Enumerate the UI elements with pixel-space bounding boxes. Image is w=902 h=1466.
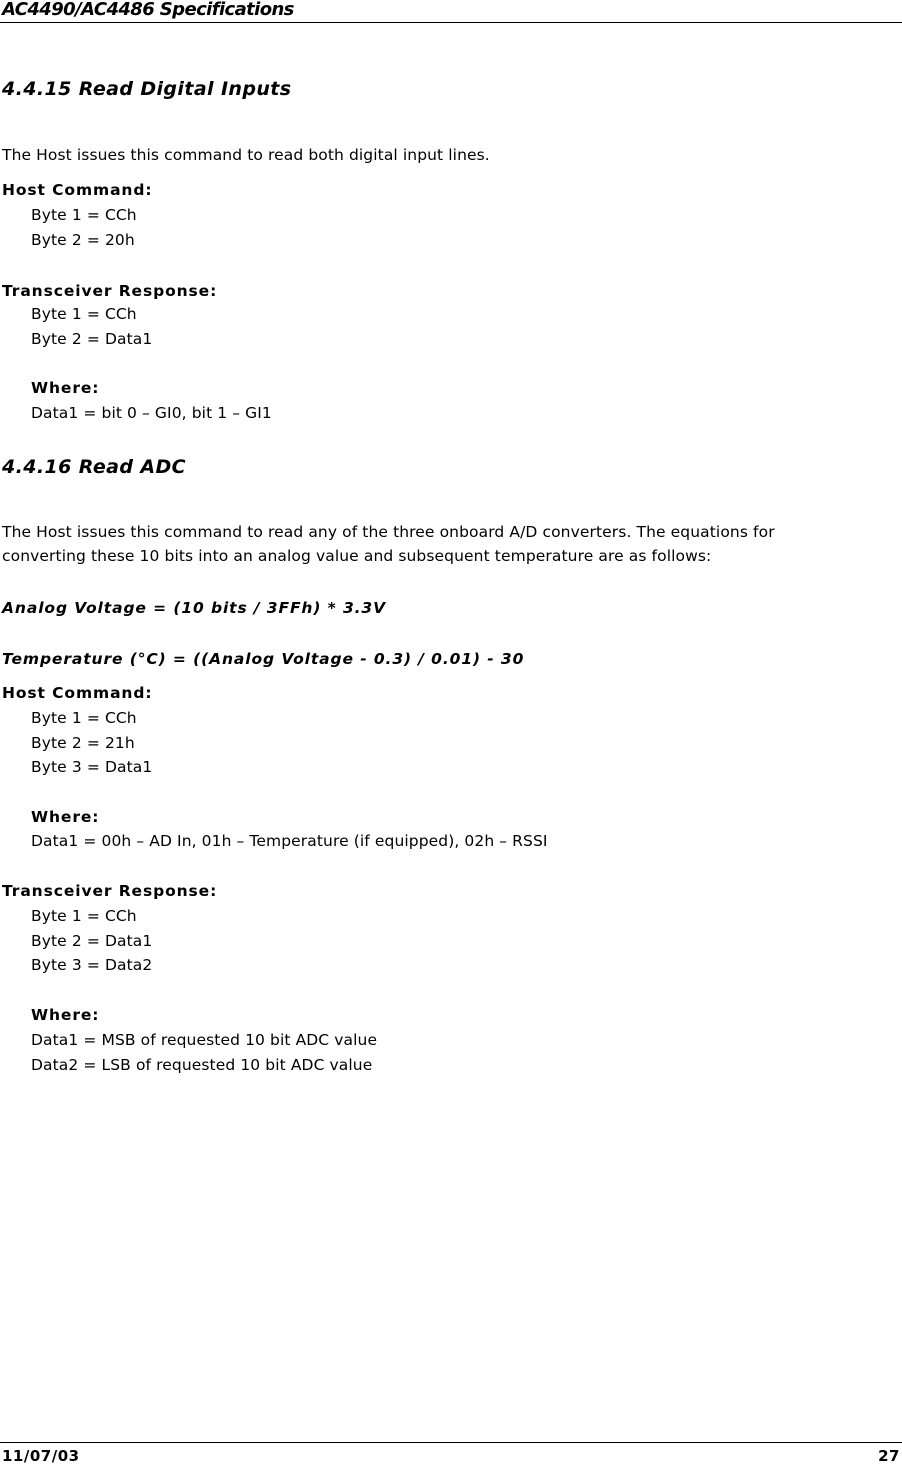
- section-heading-read-adc: 4.4.16 Read ADC: [2, 456, 186, 478]
- host-command-label: Host Command:: [2, 684, 153, 702]
- response-byte-3: Byte 3 = Data2: [31, 956, 153, 974]
- temperature-equation: Temperature (°C) = ((Analog Voltage - 0.3) / 0.01) - 30: [2, 650, 525, 668]
- response-byte-1: Byte 1 = CCh: [31, 305, 137, 323]
- footer-date: 11/07/03: [2, 1447, 80, 1465]
- transceiver-response-label: Transceiver Response:: [2, 282, 218, 300]
- header-rule: [0, 22, 902, 23]
- response-where-line-2: Data2 = LSB of requested 10 bit ADC value: [31, 1056, 373, 1074]
- where-label: Where:: [31, 379, 100, 397]
- host-byte-3: Byte 3 = Data1: [31, 758, 153, 776]
- response-byte-2: Byte 2 = Data1: [31, 932, 153, 950]
- section-intro-line-2: converting these 10 bits into an analog value and subsequent temperature are as follows:: [2, 547, 712, 565]
- analog-voltage-equation: Analog Voltage = (10 bits / 3FFh) * 3.3V: [2, 599, 387, 617]
- response-byte-2: Byte 2 = Data1: [31, 330, 153, 348]
- where-line: Data1 = bit 0 – GI0, bit 1 – GI1: [31, 404, 272, 422]
- transceiver-response-label: Transceiver Response:: [2, 882, 218, 900]
- section-intro: The Host issues this command to read both digital input lines.: [2, 146, 490, 164]
- response-where-line-1: Data1 = MSB of requested 10 bit ADC value: [31, 1031, 378, 1049]
- host-where-line: Data1 = 00h – AD In, 01h – Temperature (if equipped), 02h – RSSI: [31, 832, 548, 850]
- footer-rule: [0, 1442, 902, 1443]
- host-where-label: Where:: [31, 808, 100, 826]
- section-intro-line-1: The Host issues this command to read any of the three onboard A/D converters. The equations for: [2, 523, 775, 541]
- document-header-title: AC4490/AC4486 Specifications: [2, 0, 294, 20]
- host-command-label: Host Command:: [2, 181, 153, 199]
- host-byte-1: Byte 1 = CCh: [31, 709, 137, 727]
- host-byte-1: Byte 1 = CCh: [31, 206, 137, 224]
- host-byte-2: Byte 2 = 21h: [31, 734, 135, 752]
- response-byte-1: Byte 1 = CCh: [31, 907, 137, 925]
- host-byte-2: Byte 2 = 20h: [31, 231, 135, 249]
- section-heading-read-digital-inputs: 4.4.15 Read Digital Inputs: [2, 78, 292, 100]
- response-where-label: Where:: [31, 1006, 100, 1024]
- footer-page-number: 27: [878, 1447, 900, 1465]
